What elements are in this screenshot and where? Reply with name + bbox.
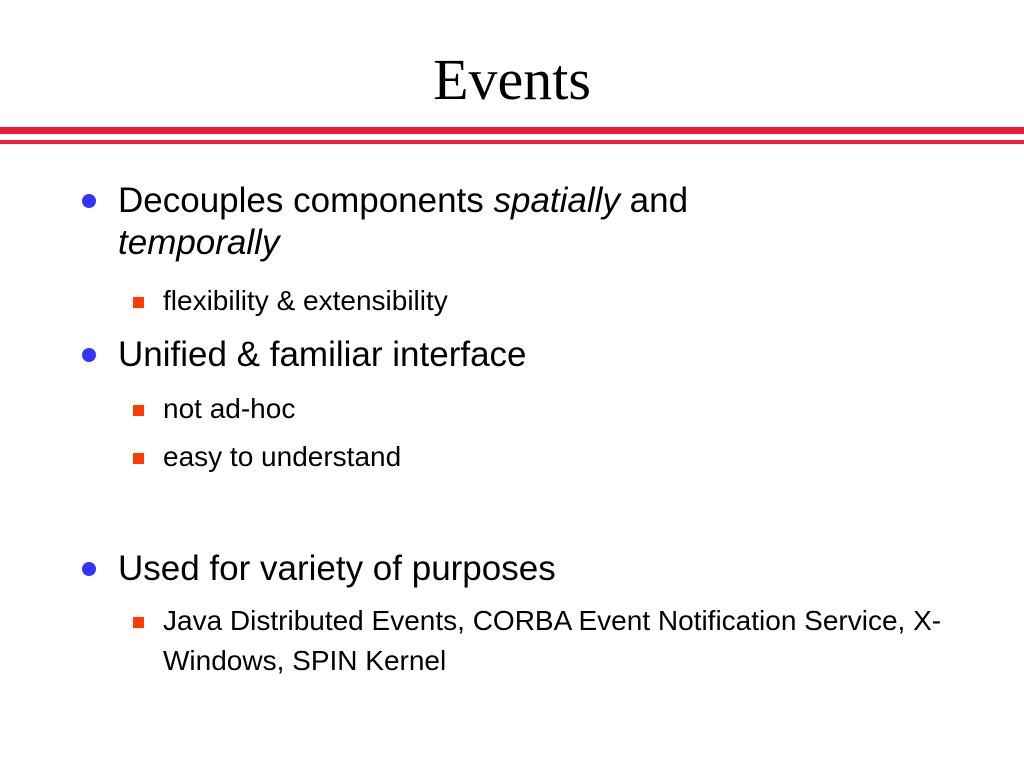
bullet-dot-icon: [82, 562, 96, 576]
sub-bullet-square-icon: [133, 617, 144, 628]
sub-bullet-text: Java Distributed Events, CORBA Event Notification Service, X-Windows, SPIN Kernel: [163, 605, 942, 676]
bullet-dot-icon: [82, 194, 96, 208]
sub-bullet-text: not ad-hoc: [163, 393, 296, 424]
title-rule-thin: [0, 140, 1024, 144]
sub-bullet-square-icon: [133, 297, 144, 308]
slide-title: Events: [433, 47, 591, 112]
title-rule-thick: [0, 127, 1024, 134]
sub-bullet-item: [163, 281, 963, 321]
bullet-text: Decouples components: [118, 181, 494, 220]
sub-bullet-text: easy to understand: [163, 441, 402, 472]
sub-bullet-item: [163, 601, 953, 681]
bullet-text: and: [619, 181, 689, 220]
bullet-text: Used for variety of purposes: [118, 549, 556, 588]
bullet-emphasis: spatially: [493, 181, 620, 220]
bullet-dot-icon: [82, 348, 96, 362]
sub-bullet-square-icon: [133, 405, 144, 416]
bullet-emphasis: temporally: [118, 223, 280, 262]
bullet-text: Unified & familiar interface: [118, 335, 527, 374]
sub-bullet-item: [163, 437, 963, 477]
bullet-item-3: [118, 548, 858, 590]
sub-bullet-square-icon: [133, 453, 144, 464]
bullet-item-1: [118, 180, 858, 264]
bullet-item-2: [118, 334, 858, 376]
sub-bullet-item: [163, 389, 963, 429]
sub-bullet-text: flexibility & extensibility: [163, 285, 448, 316]
